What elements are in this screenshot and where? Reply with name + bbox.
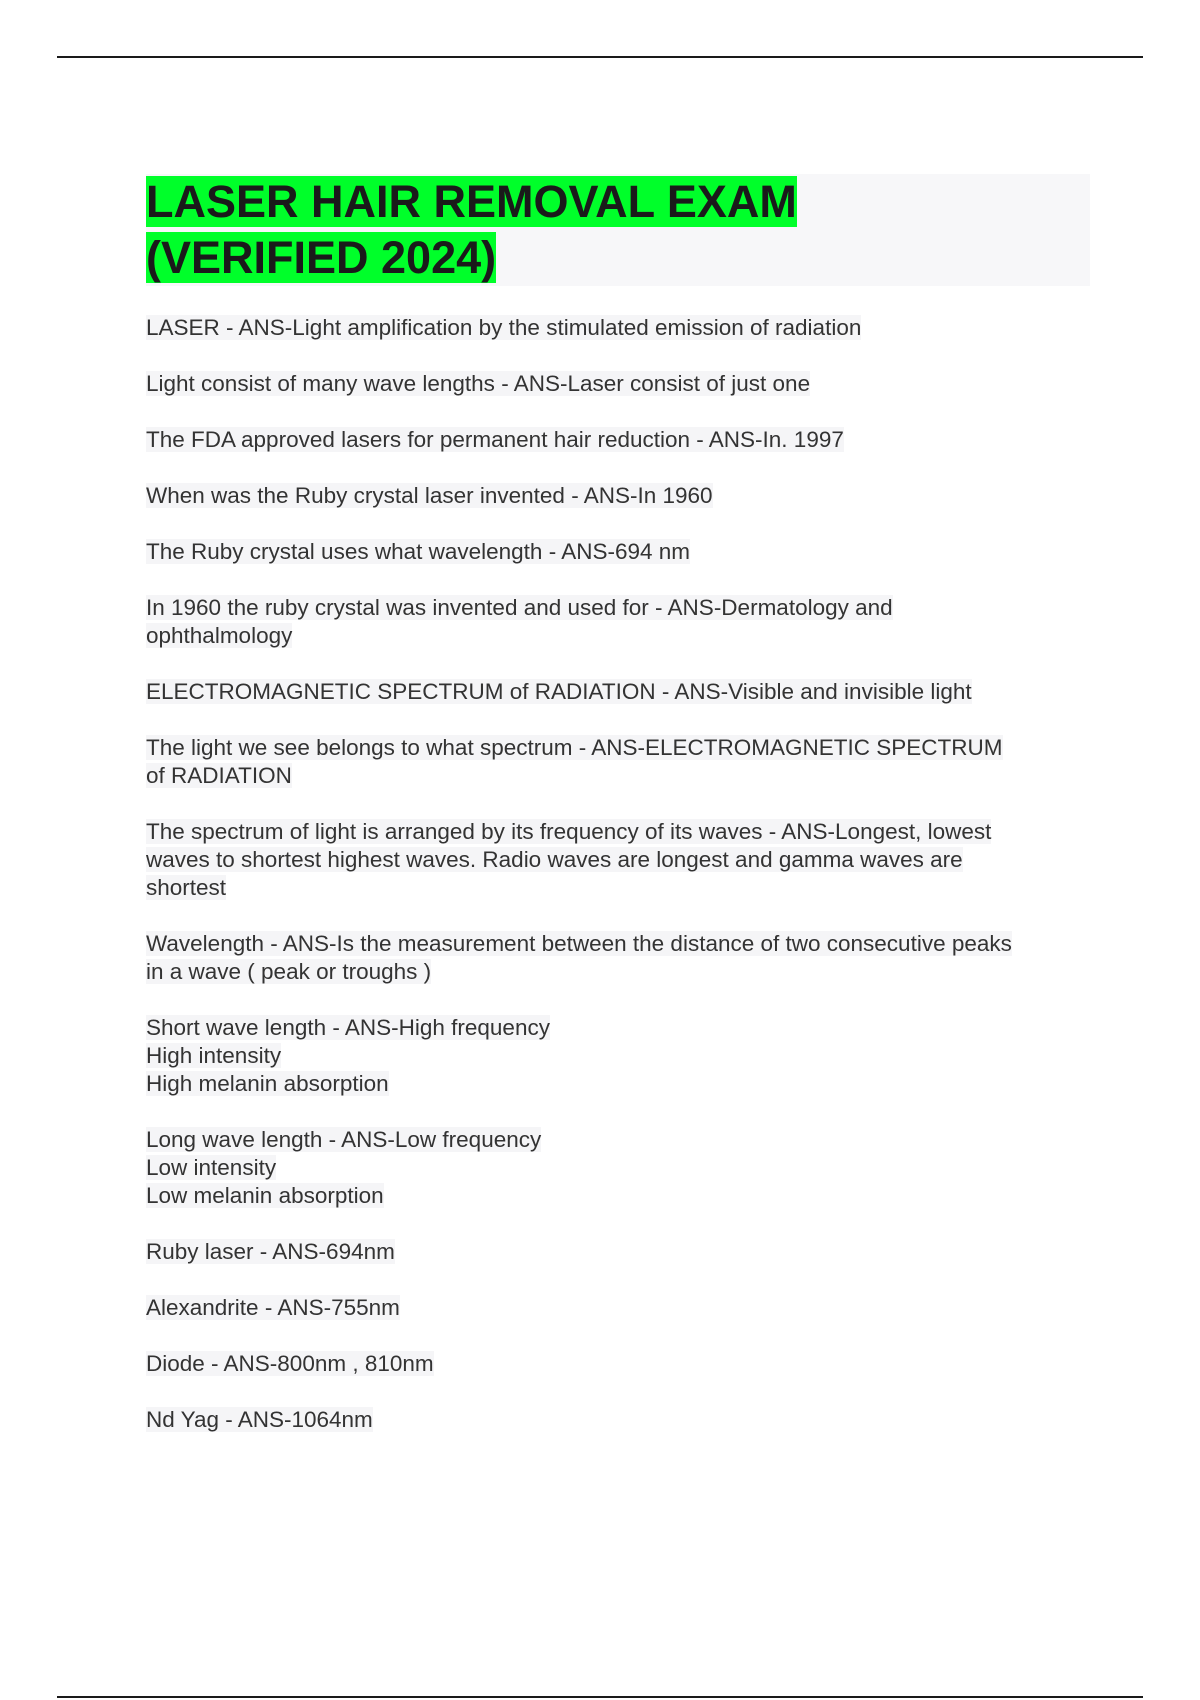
qa-item (146, 482, 1090, 510)
qa-line (146, 622, 1090, 650)
qa-item (146, 930, 1090, 986)
qa-line (146, 762, 1090, 790)
qa-line (146, 538, 1090, 566)
qa-line (146, 1182, 1090, 1210)
qa-line-text: Long wave length - ANS-Low frequency (146, 1127, 542, 1152)
qa-line (146, 1350, 1090, 1378)
qa-line (146, 1154, 1090, 1182)
qa-line-text: Ruby laser - ANS-694nm (146, 1239, 395, 1264)
qa-line (146, 846, 1090, 874)
title-line-1: LASER HAIR REMOVAL EXAM (146, 176, 797, 227)
qa-line-text: Wavelength - ANS-Is the measurement between the distance of two consecutive peaks (146, 931, 1012, 956)
qa-line (146, 1406, 1090, 1434)
qa-line (146, 482, 1090, 510)
qa-item (146, 426, 1090, 454)
qa-line (146, 1070, 1090, 1098)
qa-line-text: The FDA approved lasers for permanent hair reduction - ANS-In. 1997 (146, 427, 844, 452)
qa-item (146, 1238, 1090, 1266)
qa-line-text: Alexandrite - ANS-755nm (146, 1295, 400, 1320)
qa-item (146, 1294, 1090, 1322)
qa-item (146, 734, 1090, 790)
qa-line-text: shortest (146, 875, 227, 900)
qa-line (146, 958, 1090, 986)
qa-line-text: of RADIATION (146, 763, 292, 788)
title-line-2: (VERIFIED 2024) (146, 232, 497, 283)
qa-item (146, 1350, 1090, 1378)
qa-item (146, 1014, 1090, 1098)
qa-item (146, 678, 1090, 706)
qa-line-text: Light consist of many wave lengths - ANS-Laser consist of just one (146, 371, 811, 396)
qa-line-text: Nd Yag - ANS-1064nm (146, 1407, 373, 1432)
qa-item (146, 314, 1090, 342)
qa-item (146, 1406, 1090, 1434)
qa-line (146, 930, 1090, 958)
qa-line (146, 734, 1090, 762)
qa-line-text: The light we see belongs to what spectrum - ANS-ELECTROMAGNETIC SPECTRUM (146, 735, 1003, 760)
qa-line (146, 1014, 1090, 1042)
qa-line-text: In 1960 the ruby crystal was invented and used for - ANS-Dermatology and (146, 595, 893, 620)
qa-item (146, 594, 1090, 650)
qa-line-text: Low intensity (146, 1155, 277, 1180)
title-block (146, 174, 1090, 286)
qa-item (146, 818, 1090, 902)
qa-item (146, 370, 1090, 398)
qa-line (146, 1238, 1090, 1266)
qa-line (146, 1126, 1090, 1154)
qa-line-text: ophthalmology (146, 623, 293, 648)
qa-line-text: When was the Ruby crystal laser invented - ANS-In 1960 (146, 483, 713, 508)
qa-line-text: Short wave length - ANS-High frequency (146, 1015, 550, 1040)
qa-list (146, 314, 1090, 1434)
qa-item (146, 538, 1090, 566)
qa-line (146, 678, 1090, 706)
qa-line (146, 1294, 1090, 1322)
qa-line-text: in a wave ( peak or troughs ) (146, 959, 432, 984)
qa-line-text: LASER - ANS-Light amplification by the stimulated emission of radiation (146, 315, 862, 340)
qa-line-text: The Ruby crystal uses what wavelength - ANS-694 nm (146, 539, 690, 564)
qa-line (146, 426, 1090, 454)
qa-line (146, 314, 1090, 342)
top-rule (57, 56, 1143, 58)
qa-line (146, 818, 1090, 846)
qa-line-text: waves to shortest highest waves. Radio waves are longest and gamma waves are (146, 847, 963, 872)
qa-line-text: High intensity (146, 1043, 282, 1068)
qa-line-text: Diode - ANS-800nm , 810nm (146, 1351, 434, 1376)
document-title (146, 174, 1090, 286)
bottom-rule (57, 1696, 1143, 1698)
qa-line-text: High melanin absorption (146, 1071, 389, 1096)
qa-line (146, 370, 1090, 398)
qa-line-text: The spectrum of light is arranged by its frequency of its waves - ANS-Longest, lowest (146, 819, 992, 844)
document-body (146, 174, 1090, 1462)
qa-line (146, 1042, 1090, 1070)
qa-line (146, 594, 1090, 622)
qa-item (146, 1126, 1090, 1210)
qa-line-text: Low melanin absorption (146, 1183, 384, 1208)
qa-line (146, 874, 1090, 902)
qa-line-text: ELECTROMAGNETIC SPECTRUM of RADIATION - ANS-Visible and invisible light (146, 679, 972, 704)
